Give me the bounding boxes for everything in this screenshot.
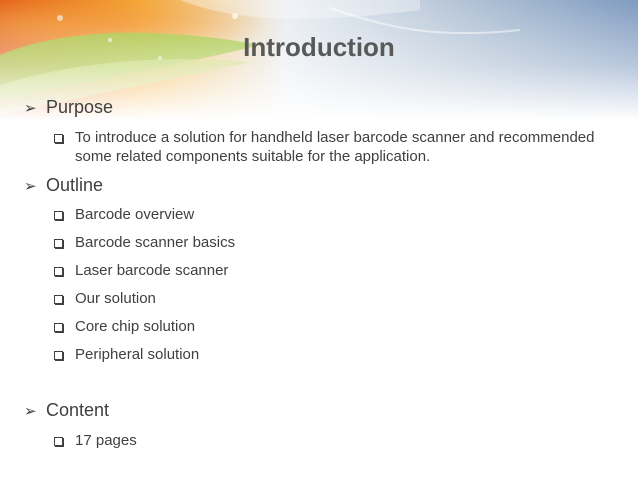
- square-bullet-icon: [54, 267, 63, 276]
- sub-bullet-laser-barcode-scanner: [54, 261, 632, 280]
- section-heading: Outline: [46, 175, 104, 195]
- sub-bullet-text: Barcode overview: [75, 206, 195, 223]
- arrow-bullet-icon: ➢: [24, 178, 37, 195]
- sub-bullet-text: To introduce a solution for handheld laser barcode scanner and recommended some related components suitable for the application.: [75, 129, 595, 165]
- sub-bullet-text: Laser barcode scanner: [75, 262, 229, 279]
- sub-bullet-text: Barcode scanner basics: [75, 234, 236, 251]
- square-bullet-icon: [54, 437, 63, 446]
- section-heading: Content: [46, 400, 110, 420]
- square-bullet-icon: [54, 323, 63, 332]
- sub-bullet-text: Core chip solution: [75, 318, 196, 335]
- square-bullet-icon: [54, 351, 63, 360]
- sub-bullet-page-count: [54, 431, 632, 450]
- sub-bullet-our-solution: [54, 289, 632, 308]
- square-bullet-icon: [54, 134, 63, 143]
- sub-bullet-barcode-scanner-basics: [54, 233, 632, 252]
- sub-bullet-peripheral-solution: [54, 345, 632, 364]
- sub-bullet-core-chip-solution: [54, 317, 632, 336]
- bullet-content: [24, 400, 109, 421]
- sub-bullet-text: Peripheral solution: [75, 346, 200, 363]
- arrow-bullet-icon: ➢: [24, 403, 37, 420]
- section-heading: Purpose: [46, 97, 114, 117]
- slide-title: Introduction: [243, 32, 395, 62]
- bullet-outline: [24, 175, 103, 196]
- sub-bullet-purpose-description: [54, 128, 632, 166]
- square-bullet-icon: [54, 295, 63, 304]
- square-bullet-icon: [54, 239, 63, 248]
- sub-bullet-text: 17 pages: [75, 432, 137, 449]
- bullet-purpose: [24, 97, 113, 118]
- sub-bullet-barcode-overview: [54, 205, 632, 224]
- sub-bullet-text: Our solution: [75, 290, 156, 307]
- square-bullet-icon: [54, 211, 63, 220]
- arrow-bullet-icon: ➢: [24, 100, 37, 117]
